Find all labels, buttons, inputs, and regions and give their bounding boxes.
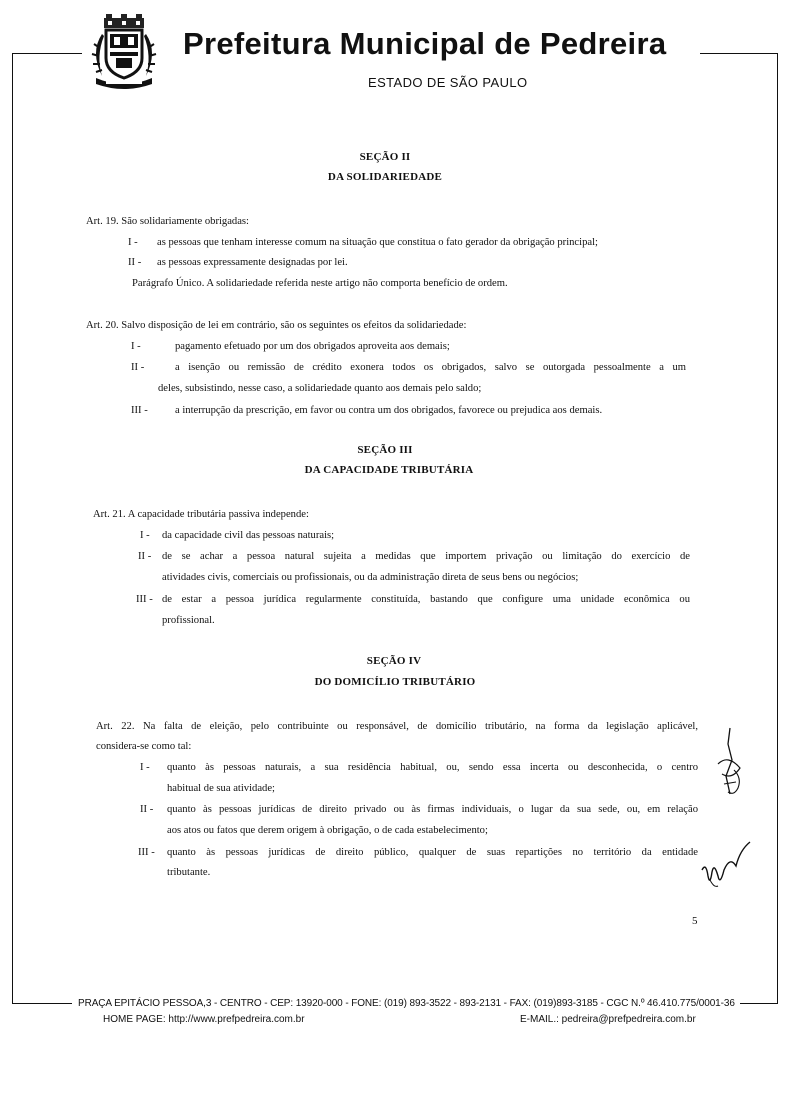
art21-item-i-text: da capacidade civil das pessoas naturais; (162, 530, 335, 541)
page-number: 5 (692, 915, 698, 927)
section-iv-subheading: DO DOMICÍLIO TRIBUTÁRIO (314, 676, 476, 688)
art20-item-i-text: pagamento efetuado por um dos obrigados aproveita aos demais; (175, 341, 450, 352)
frame-top-left-line (12, 53, 82, 54)
section-iii-subheading: DA CAPACIDADE TRIBUTÁRIA (304, 464, 474, 476)
art19-paragrafo-unico: Parágrafo Único. A solidariedade referida neste artigo não comporta benefício de ordem. (132, 278, 508, 289)
handwritten-signature-top (708, 724, 750, 804)
header-subtitle: ESTADO DE SÃO PAULO (368, 75, 528, 90)
art21-item-ii-number: II - (138, 551, 152, 562)
header-title: Prefeitura Municipal de Pedreira (183, 26, 667, 61)
art21-item-iii-text-line2: profissional. (162, 615, 215, 626)
art22-item-iii-number: III - (138, 847, 155, 858)
footer-address: PRAÇA EPITÁCIO PESSOA,3 - CENTRO - CEP: 13920-000 - FONE: (019) 893-3522 - 893-2131 - FAX: (019)893-3185 - CGC N.º 46.410.775/0001-36 (78, 998, 735, 1009)
art20-intro: Art. 20. Salvo disposição de lei em contrário, são os seguintes os efeitos da solidariedade: (86, 320, 467, 331)
art19-item-ii-text: as pessoas expressamente designadas por lei. (157, 257, 348, 268)
footer-email: E-MAIL.: pedreira@prefpedreira.com.br (520, 1014, 696, 1025)
art21-intro: Art. 21. A capacidade tributária passiva independe: (93, 509, 309, 520)
art22-item-i-text-line1: quanto às pessoas naturais, a sua residência habitual, ou, sendo essa incerta ou desconhecida, o centro (167, 762, 698, 773)
art20-item-ii-text-line2: deles, subsistindo, nesse caso, a solidariedade quanto aos demais pelo saldo; (158, 383, 482, 394)
art19-intro: Art. 19. São solidariamente obrigadas: (86, 216, 249, 227)
frame-bottom-left-line (12, 1003, 72, 1004)
art22-item-i-number: I - (140, 762, 150, 773)
art21-item-i-number: I - (140, 530, 150, 541)
art20-item-iii-number: III - (131, 405, 148, 416)
frame-left-line (12, 53, 13, 1003)
art20-item-ii-number: II - (131, 362, 145, 373)
art21-item-ii-text-line1: de se achar a pessoa natural sujeita a medidas que importem privação ou limitação do exercício de (162, 551, 690, 562)
frame-bottom-right-line (740, 1003, 778, 1004)
section-iv-heading: SEÇÃO IV (366, 655, 422, 667)
art22-item-ii-text-line1: quanto às pessoas jurídicas de direito privado ou às firmas individuais, o lugar da sua sede, ou, em relação (167, 804, 698, 815)
art20-item-iii-text: a interrupção da prescrição, em favor ou contra um dos obrigados, favorece ou prejudica aos demais. (175, 405, 603, 416)
art22-item-iii-text-line1: quanto às pessoas jurídicas de direito público, qualquer de suas repartições no território da entidade (167, 847, 698, 858)
art20-item-i-number: I - (131, 341, 141, 352)
art19-item-ii-number: II - (128, 257, 142, 268)
art22-intro-line1: Art. 22. Na falta de eleição, pelo contribuinte ou responsável, de domicílio tributário, na forma da legislação aplicável, (96, 721, 698, 732)
section-ii-heading: SEÇÃO II (359, 151, 411, 163)
frame-top-right-line (700, 53, 778, 54)
handwritten-signature-bottom (700, 836, 752, 892)
art21-item-ii-text-line2: atividades civis, comerciais ou profissionais, ou da administração direta de seus bens ou negócios; (162, 572, 579, 583)
art22-item-iii-text-line2: tributante. (167, 867, 211, 878)
section-ii-subheading: DA SOLIDARIEDADE (327, 171, 443, 183)
footer-homepage: HOME PAGE: http://www.prefpedreira.com.br (103, 1014, 305, 1025)
art22-item-i-text-line2: habitual de sua atividade; (167, 783, 275, 794)
art21-item-iii-number: III - (136, 594, 153, 605)
art22-intro-line2: considera-se como tal: (96, 741, 192, 752)
section-iii-heading: SEÇÃO III (357, 444, 413, 456)
art22-item-ii-number: II - (140, 804, 154, 815)
art22-item-ii-text-line2: aos atos ou fatos que derem origem à obrigação, o de cada estabelecimento; (167, 825, 488, 836)
art20-item-ii-text-line1: a isenção ou remissão de crédito exonera todos os obrigados, salvo se outorgada pessoalmente a um (175, 362, 686, 373)
coat-of-arms-logo (88, 14, 160, 90)
frame-right-line (777, 53, 778, 1003)
art19-item-i-text: as pessoas que tenham interesse comum na situação que constitua o fato gerador da obrigação principal; (157, 237, 598, 248)
art19-item-i-number: I - (128, 237, 138, 248)
art21-item-iii-text-line1: de estar a pessoa jurídica regularmente constituída, bastando que configure uma unidade econômica ou (162, 594, 690, 605)
